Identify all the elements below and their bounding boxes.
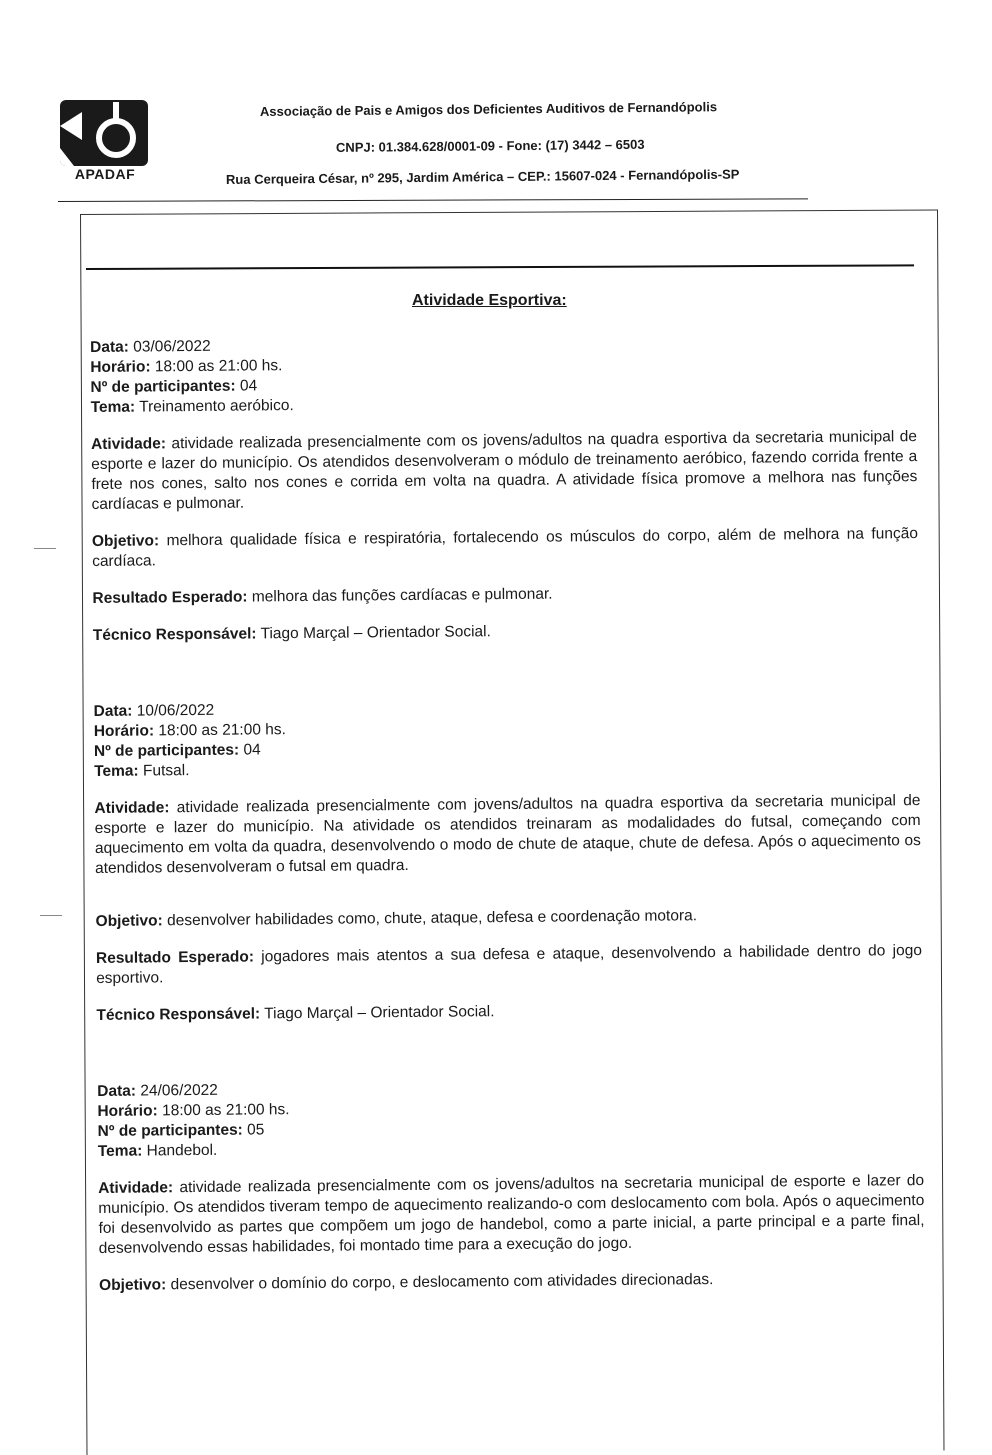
- objective-label: Objetivo:: [95, 912, 163, 930]
- objective-label: Objetivo:: [99, 1276, 167, 1294]
- time-label: Horário:: [90, 358, 151, 376]
- activity-text: atividade realizada presencialmente com os jovens/adultos na secretaria municipal de esporte e lazer do município. Os atendidos tiveram tempo de aquecimento realizando-o com deslocamento com bola. Após o aquecimento foi desenvolvido as partes que compõem um jogo de handebol, como a parte inicial, a parte principal e a parte final, desenvolvendo essas habilidades, foi montado time para a execução do jogo.: [98, 1172, 925, 1257]
- date-label: Data:: [90, 338, 129, 356]
- svg-text:A: A: [86, 123, 97, 139]
- objective-text: desenvolver habilidades como, chute, ataque, defesa e coordenação motora.: [167, 907, 698, 930]
- date-value: 03/06/2022: [133, 337, 211, 356]
- time-value: 18:00 as 21:00 hs.: [161, 1101, 290, 1120]
- theme-label: Tema:: [97, 1142, 143, 1160]
- margin-mark: [34, 548, 56, 549]
- activity-entry-1: [90, 330, 919, 646]
- technician-text: Tiago Marçal – Orientador Social.: [260, 623, 491, 643]
- activity-text: atividade realizada presencialmente com jovens/adultos na quadra esportiva da secretaria municipal de esporte e lazer do município. Na atividade os atendidos treinaram as modalidades do futsal, começando com aquecimento em volta da quadra, desenvolvendo o modo de chute de ataque, chute de defesa. Após o aquecimento os atendidos desenvolveram o futsal em quadra.: [94, 792, 921, 877]
- expected-result-text: jogadores mais atentos a sua defesa e ataque, desenvolvendo a habilidade dentro do jogo esportivo.: [96, 942, 923, 987]
- expected-result-label: Resultado Esperado:: [95, 948, 255, 967]
- participants-value: 04: [239, 377, 258, 395]
- cnpj-phone: CNPJ: 01.384.628/0001-09 - Fone: (17) 3442 – 6503: [335, 136, 645, 155]
- participants-value: 05: [247, 1121, 265, 1139]
- expected-result-text: melhora das funções cardíacas e pulmonar.: [251, 585, 553, 606]
- organization-name: Associação de Pais e Amigos dos Deficientes Auditivos de Fernandópolis: [259, 99, 718, 119]
- technician-label: Técnico Responsável:: [92, 625, 257, 644]
- participants-label: Nº de participantes:: [93, 741, 240, 760]
- participants-label: Nº de participantes:: [97, 1121, 243, 1140]
- technician-text: Tiago Marçal – Orientador Social.: [264, 1003, 495, 1023]
- time-value: 18:00 as 21:00 hs.: [158, 721, 287, 740]
- activity-label: Atividade:: [98, 1179, 174, 1197]
- activity-label: Atividade:: [94, 799, 170, 817]
- activity-entry-3: [97, 1074, 925, 1296]
- time-label: Horário:: [93, 722, 155, 740]
- date-value: 10/06/2022: [136, 701, 215, 720]
- address: Rua Cerqueira César, nº 295, Jardim América – CEP.: 15607-024 - Fernandópolis-SP: [225, 166, 740, 187]
- date-value: 24/06/2022: [140, 1081, 218, 1100]
- margin-mark: [40, 915, 62, 916]
- theme-value: Treinamento aeróbico.: [139, 397, 294, 416]
- objective-text: melhora qualidade física e respiratória, fortalecendo os músculos do corpo, além de melhora na função cardíaca.: [92, 525, 919, 570]
- apadaf-logo: [60, 100, 152, 190]
- expected-result-label: Resultado Esperado:: [92, 588, 248, 607]
- objective-label: Objetivo:: [91, 532, 160, 550]
- participants-label: Nº de participantes:: [90, 377, 236, 396]
- page-title: Atividade Esportiva:: [412, 292, 567, 309]
- theme-label: Tema:: [94, 762, 139, 780]
- technician-label: Técnico Responsável:: [96, 1005, 261, 1024]
- logo-text: APADAF: [74, 166, 136, 182]
- date-label: Data:: [93, 702, 133, 720]
- theme-value: Futsal.: [142, 762, 190, 780]
- activity-label: Atividade:: [90, 435, 167, 453]
- time-label: Horário:: [97, 1102, 158, 1120]
- date-label: Data:: [97, 1082, 137, 1100]
- header-divider: [58, 198, 808, 202]
- theme-label: Tema:: [90, 398, 136, 416]
- objective-text: desenvolver o domínio do corpo, e deslocamento com atividades direcionadas.: [170, 1271, 714, 1294]
- time-value: 18:00 as 21:00 hs.: [154, 357, 283, 376]
- activities-content: [90, 330, 925, 1296]
- activity-text: atividade realizada presencialmente com os jovens/adultos na quadra esportiva da secretaria municipal de esporte e lazer do município. Os atendidos desenvolveram o módulo de treinamento aeróbico, fazendo corrida frente a frete nos cones, salto nos cones e corrida em volta na quadra. A atividade física promove a melhora nas funções cardíacas e pulmonar.: [91, 428, 918, 513]
- participants-value: 04: [243, 741, 261, 759]
- theme-value: Handebol.: [146, 1141, 218, 1160]
- activity-entry-2: [93, 694, 922, 1026]
- ear-logo-icon: [60, 100, 148, 166]
